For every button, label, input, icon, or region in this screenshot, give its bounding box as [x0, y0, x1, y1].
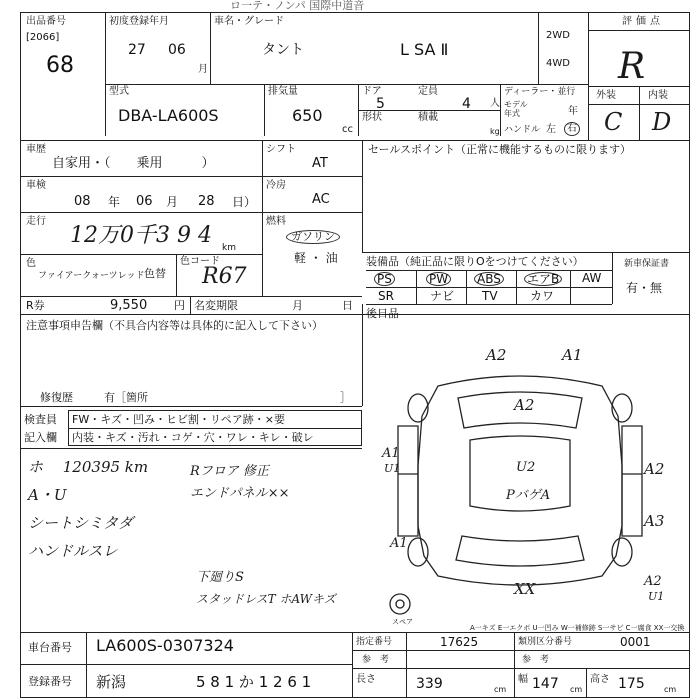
divider: [264, 84, 265, 136]
divider: [466, 270, 467, 304]
name-change-day: 日: [342, 299, 353, 312]
note-line-8: スタッドレスT ホAWキズ: [196, 592, 336, 606]
damage-mark: A2: [514, 396, 535, 414]
note-line-5: Rフロア 修正: [190, 464, 269, 479]
divider: [20, 254, 262, 255]
divider: [406, 632, 407, 698]
color-label: 色: [26, 258, 36, 269]
handle-right: 右: [564, 122, 580, 136]
equip-abs: ABS: [474, 272, 504, 286]
recycle-unit: 円: [174, 299, 185, 312]
divider: [366, 270, 612, 271]
repair-value: 有［箇所: [104, 391, 148, 404]
divider: [588, 12, 589, 140]
car-name-label: 車名・グレード: [214, 16, 284, 27]
divider: [639, 86, 640, 140]
category-value: 0001: [620, 635, 651, 649]
lot-sub-code: [2066]: [26, 32, 60, 43]
plate-label: 登録番号: [28, 675, 72, 688]
spare-label: スペア: [392, 618, 413, 626]
load-label: 積載: [418, 112, 438, 123]
model-year-label: モデル年式: [504, 100, 528, 118]
new-car-warranty-label: 新車保証書: [624, 259, 670, 269]
model-label: 型式: [109, 86, 129, 97]
interior-grade: D: [652, 108, 672, 136]
equip-tv: TV: [482, 289, 498, 303]
damage-mark: XX: [514, 580, 536, 598]
exterior-grade: C: [604, 108, 623, 136]
divider: [68, 428, 362, 429]
plate-number: 5 8 1 か 1 2 6 1: [196, 673, 312, 691]
divider: [570, 270, 571, 304]
checker-row-1: FW・キズ・凹み・ヒビ割・リペア跡・×要: [72, 413, 285, 426]
repair-close: ］: [340, 391, 351, 404]
divider: [20, 314, 690, 315]
exterior-label: 外装: [596, 90, 616, 101]
capacity-value: 4: [462, 96, 471, 112]
damage-mark: U1: [648, 590, 665, 603]
repair-label: 修復歴: [40, 391, 73, 404]
equip-navi: ナビ: [430, 289, 455, 303]
interior-label: 内装: [648, 90, 668, 101]
handle-label: ハンドル: [504, 125, 541, 135]
checker-label-2: 記入欄: [24, 431, 57, 444]
displacement-label: 排気量: [268, 86, 298, 97]
divider: [20, 448, 362, 449]
divider: [20, 296, 362, 297]
first-reg-month: 06: [168, 42, 186, 58]
reference-label: 参 考: [362, 655, 390, 665]
car-diagram: [370, 346, 670, 616]
divider: [514, 632, 515, 698]
divider: [362, 252, 690, 253]
divider: [20, 140, 690, 141]
damage-mark: U1: [384, 462, 401, 475]
divider: [612, 252, 613, 304]
inspection-month: 06: [136, 194, 153, 209]
divider: [352, 650, 690, 651]
displacement-value: 650: [292, 106, 323, 125]
color-value: ファイアークォーツレッド: [38, 271, 145, 281]
recycle-value: 9,550: [110, 298, 148, 313]
note-line-3: シートシミタダ: [28, 514, 134, 532]
divider: [352, 668, 690, 669]
damage-mark: PバゲA: [506, 488, 551, 503]
divider: [588, 30, 690, 31]
lot-label: 出品番号: [26, 16, 66, 27]
score-label: 評価点: [622, 16, 664, 27]
grade: L SA Ⅱ: [400, 40, 449, 59]
width-value: 147: [532, 676, 559, 692]
damage-legend: A一キズ E一エクボ U一凹み W一補修跡 S一サビ C一腐食 XX一交換: [470, 624, 685, 632]
name-change-label: 名変期限: [194, 299, 238, 312]
handle-left: 左: [546, 124, 556, 135]
drive-4wd: 4WD: [546, 58, 570, 69]
checker-row-2: 内装・キズ・汚れ・コゲ・穴・ワレ・キレ・破レ: [72, 431, 314, 444]
divider: [362, 304, 363, 406]
equipment-label: 装備品（純正品に限りOをつけてください）: [366, 255, 584, 268]
warranty-value: 有・無: [626, 281, 663, 295]
model-value: DBA-LA600S: [118, 106, 219, 125]
divider: [176, 254, 177, 296]
damage-mark: A1: [390, 536, 408, 551]
score-value: R: [618, 46, 646, 87]
fuel-diesel: 軽 ・ 油: [294, 251, 338, 265]
inspection-year-unit: 年: [108, 195, 121, 209]
damage-mark: U2: [516, 460, 536, 475]
divider: [20, 212, 362, 213]
height-label: 高さ: [590, 674, 610, 685]
height-unit: cm: [664, 685, 677, 694]
damage-mark: A2: [486, 346, 507, 364]
equip-ps: PS: [374, 272, 395, 286]
divider: [358, 110, 500, 111]
equip-sr: SR: [378, 289, 394, 303]
divider: [262, 140, 263, 296]
capacity-label: 定員: [418, 86, 438, 97]
notes-label: 注意事項申告欄（不具合内容等は具体的に記入して下さい）: [26, 319, 323, 332]
divider: [362, 140, 363, 252]
car-name: タント: [262, 42, 304, 58]
divider: [416, 270, 417, 304]
category-label: 類別区分番号: [518, 637, 573, 647]
divider: [516, 270, 517, 304]
length-unit: cm: [494, 685, 507, 694]
ac-label: 冷房: [266, 180, 286, 191]
inspection-year: 08: [74, 194, 91, 209]
color-change-label: 色替: [144, 267, 166, 280]
divider: [586, 668, 587, 698]
recycle-label: R券: [26, 299, 45, 312]
month-unit: 月: [198, 64, 208, 75]
divider: [366, 287, 612, 288]
equip-airbag: エアB: [524, 272, 562, 286]
length-value: 339: [416, 676, 443, 692]
divider: [500, 84, 501, 136]
damage-mark: A2: [644, 574, 662, 589]
note-line-2: A・U: [28, 486, 67, 504]
usage-label: 車歴: [26, 144, 46, 155]
note-line-4: ハンドルスレ: [28, 542, 118, 560]
selling-points-label: セールスポイント（正常に機能するものに限ります）: [368, 143, 632, 156]
color-code-label: 色コード: [180, 256, 220, 267]
divider: [210, 12, 211, 84]
equip-pw: PW: [426, 272, 451, 286]
fuel-gasoline: ガソリン: [286, 230, 340, 244]
note-line-6: エンドパネル××: [190, 486, 290, 501]
inspection-day: 28: [198, 194, 215, 209]
chassis-value: LA600S-0307324: [96, 636, 234, 655]
designation-value: 17625: [440, 635, 479, 649]
shift-value: AT: [312, 156, 328, 171]
divider: [20, 632, 690, 633]
fuel-label: 燃料: [266, 216, 286, 227]
damage-mark: A1: [382, 446, 400, 461]
person-unit: 人: [490, 98, 500, 109]
divider: [20, 664, 352, 665]
equip-aw: AW: [582, 271, 602, 285]
note-line-7: 下廻りS: [196, 570, 244, 585]
first-reg-label: 初度登録年月: [109, 16, 169, 27]
divider: [352, 632, 353, 698]
divider: [20, 176, 362, 177]
divider: [105, 84, 588, 85]
lot-number: 68: [46, 53, 74, 78]
equip-leather: カワ: [530, 289, 555, 303]
divider: [20, 406, 362, 407]
mileage-label: 走行: [26, 216, 46, 227]
top-fragment: ロ一テ・ノンパ 国際中道音: [230, 0, 365, 12]
note-line-1: ホ 120395 km: [28, 458, 149, 476]
kg-unit: kg: [490, 127, 500, 136]
width-unit: cm: [570, 685, 583, 694]
divider: [366, 304, 612, 305]
mileage-value: 12万0千3 9 4: [70, 223, 212, 248]
usage-value: 自家用・（ 乗用 ）: [52, 156, 215, 171]
ac-value: AC: [312, 192, 330, 207]
model-year-value: 年: [568, 106, 578, 117]
first-reg-year: 27: [128, 42, 146, 58]
length-label: 長さ: [356, 674, 376, 685]
divider: [86, 632, 87, 698]
reference-label: 参 考: [522, 655, 550, 665]
designation-label: 指定番号: [356, 637, 393, 647]
divider: [588, 104, 690, 105]
shift-label: シフト: [266, 144, 296, 155]
drive-2wd: 2WD: [546, 30, 570, 41]
damage-mark: A3: [644, 512, 665, 530]
dealer-label: ディーラー・並行: [504, 87, 576, 97]
color-code-value: R67: [202, 264, 247, 289]
divider: [190, 296, 191, 314]
divider: [105, 12, 106, 136]
mileage-unit: km: [222, 243, 236, 253]
form-label: 形状: [362, 112, 382, 123]
divider: [538, 12, 539, 84]
checker-label-1: 検査員: [24, 413, 57, 426]
height-value: 175: [618, 676, 645, 692]
damage-mark: A1: [562, 346, 583, 364]
inspection-month-unit: 月: [166, 195, 179, 209]
inspection-label: 車検: [26, 180, 46, 191]
cc-unit: cc: [342, 124, 353, 135]
chassis-label: 車台番号: [28, 641, 72, 654]
inspection-day-unit: 日）: [232, 195, 257, 209]
name-change-month: 月: [292, 299, 303, 312]
damage-mark: A2: [644, 460, 665, 478]
door-label: ドア: [362, 86, 382, 97]
plate-region: 新潟: [96, 673, 127, 691]
rear-label: 後日品: [366, 307, 399, 320]
width-label: 幅: [518, 674, 528, 685]
doors-value: 5: [376, 96, 385, 112]
